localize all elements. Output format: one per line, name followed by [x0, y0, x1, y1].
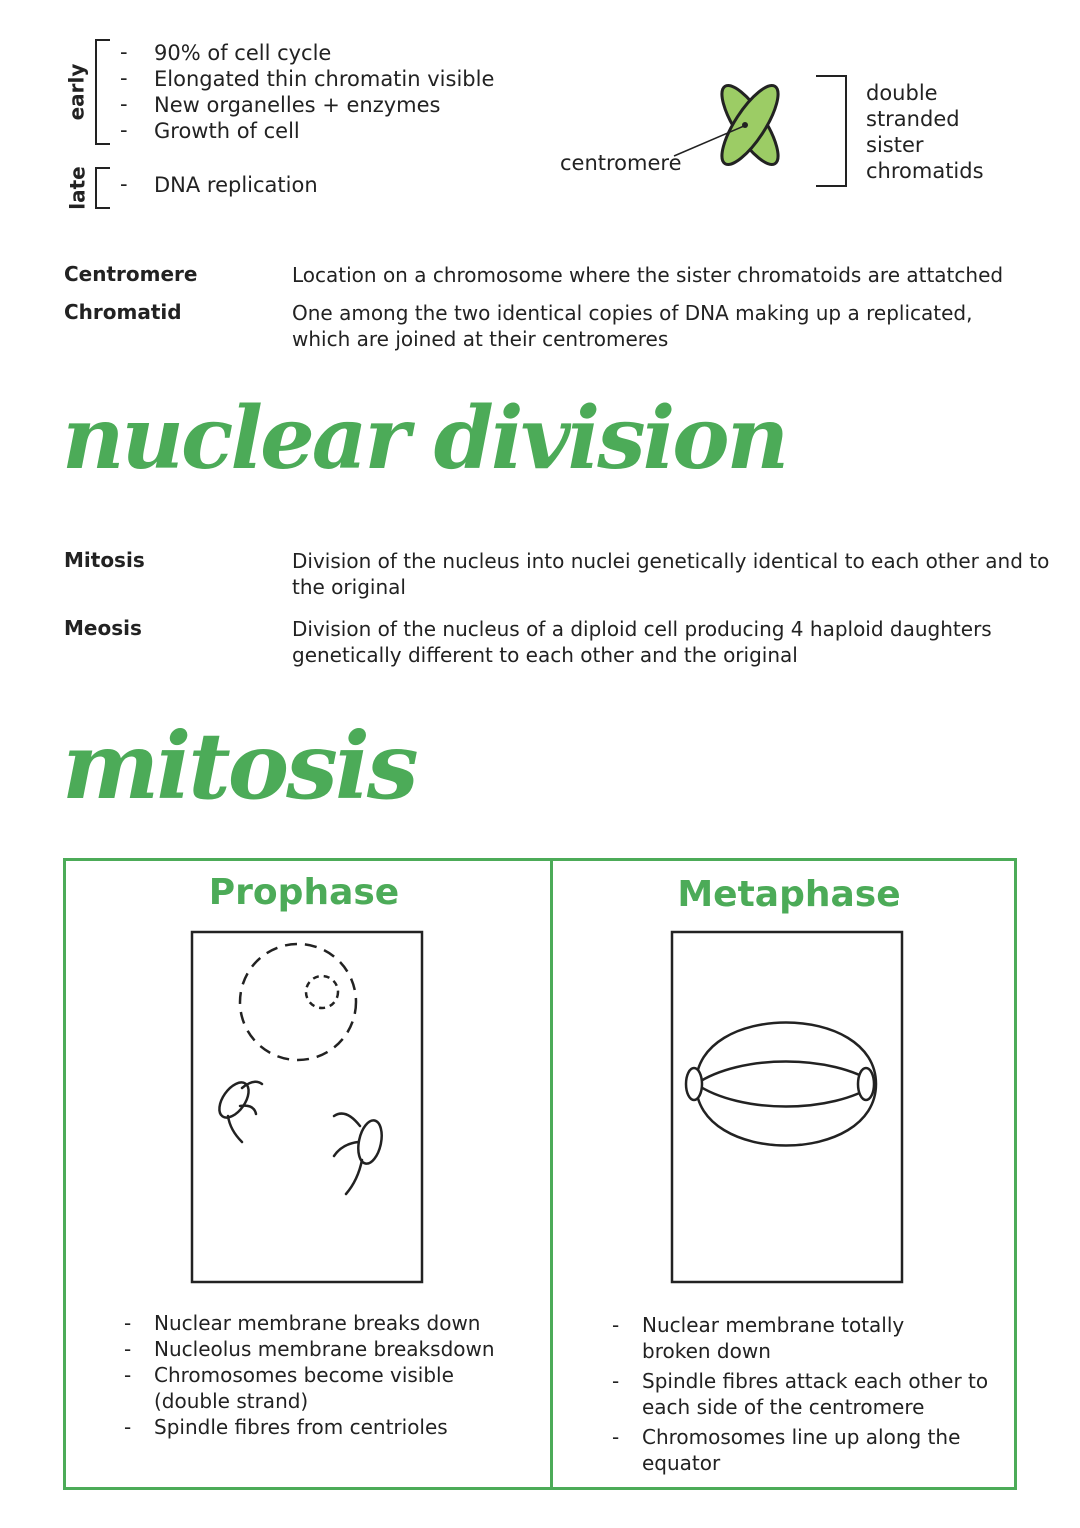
phases-divider [550, 861, 553, 1487]
heading-mitosis: mitosis [62, 712, 416, 820]
centromere-pointer [670, 120, 750, 160]
definition-chromatid: One among the two identical copies of DNA making up a replicated, which are joined at their centromeres [292, 301, 973, 351]
early-item: Elongated thin chromatin visible [154, 67, 495, 91]
chromatids-bracket [812, 74, 852, 190]
list-item: - Chromosomes become visible (double strand) [124, 1362, 484, 1414]
definition-meiosis: Division of the nucleus of a diploid cell producing 4 haploid daughters genetically different to each other and the original [292, 617, 992, 667]
prophase-cell-diagram [190, 930, 424, 1284]
early-item: 90% of cell cycle [154, 41, 332, 65]
term-meiosis: Meosis [64, 616, 142, 640]
early-item: New organelles + enzymes [154, 93, 441, 117]
late-item: DNA replication [154, 173, 318, 197]
early-bracket [90, 38, 120, 148]
late-label: late [65, 166, 90, 210]
early-item: Growth of cell [154, 119, 300, 143]
metaphase-title: Metaphase [677, 874, 901, 915]
metaphase-cell-diagram [670, 930, 904, 1284]
late-bracket [90, 166, 120, 212]
prophase-title: Prophase [208, 872, 400, 913]
prophase-points [124, 1310, 524, 1440]
early-label: early [64, 63, 89, 121]
centromere-label: centromere [560, 151, 682, 175]
metaphase-points [612, 1312, 992, 1476]
heading-nuclear-division: nuclear division [62, 388, 787, 489]
definition-centromere: Location on a chromosome where the sister chromatoids are attatched [292, 263, 1004, 287]
list-item: - Nucleolus membrane breaksdown [124, 1336, 524, 1362]
list-item: - Spindle fibres from centrioles [124, 1414, 524, 1440]
list-item: - Spindle fibres attack each other to each side of the centromere [612, 1368, 992, 1420]
term-chromatid: Chromatid [64, 300, 182, 324]
list-item: - Nuclear membrane breaks down [124, 1310, 524, 1336]
definition-mitosis: Division of the nucleus into nuclei genetically identical to each other and to the original [292, 549, 1050, 599]
term-mitosis: Mitosis [64, 548, 145, 572]
list-item: - Chromosomes line up along the equator [612, 1424, 992, 1476]
term-centromere: Centromere [64, 262, 198, 286]
list-item: - Nuclear membrane totally broken down [612, 1312, 932, 1364]
chromatid-label: double stranded sister chromatids [866, 81, 984, 183]
